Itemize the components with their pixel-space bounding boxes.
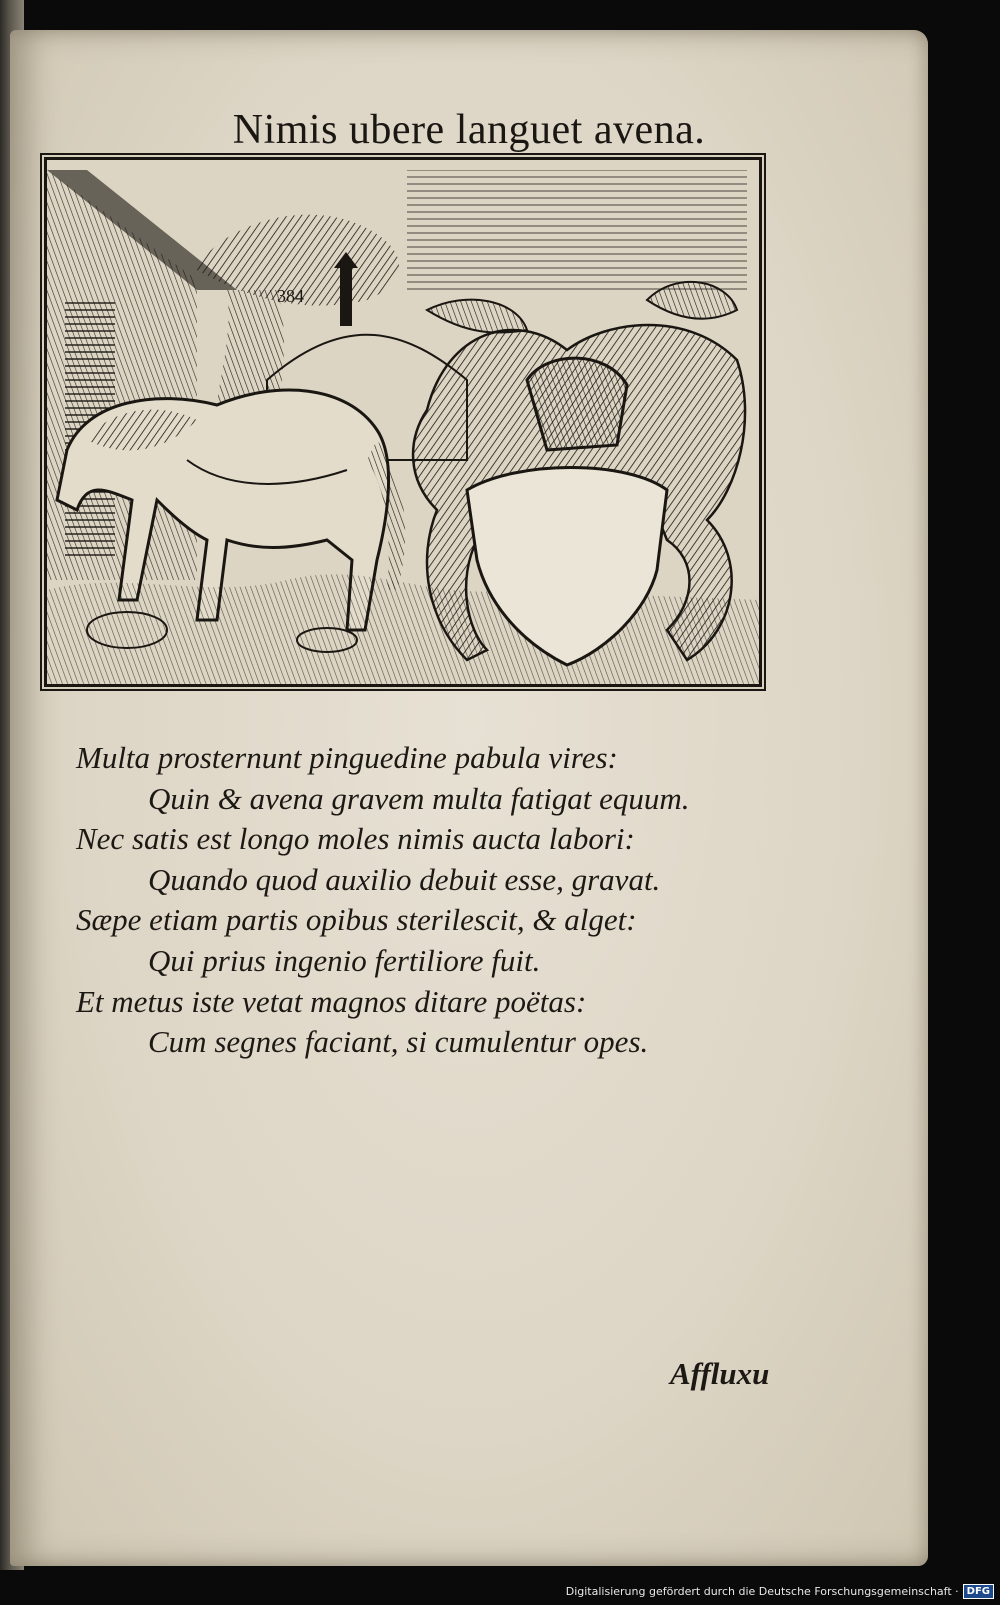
woodcut-number: 384: [277, 286, 304, 306]
woodcut-illustration: [44, 157, 762, 687]
verse-line: Qui prius ingenio fertiliore fuit.: [148, 942, 541, 978]
verse-line: Sæpe etiam partis opibus sterilescit, & alget:: [76, 902, 637, 938]
dfg-logo: DFG: [963, 1584, 994, 1599]
woodcut-drawing: [47, 160, 759, 684]
book-page: [10, 30, 928, 1566]
verse-line: Multa prosternunt pinguedine pabula vires:: [76, 740, 618, 775]
verse-line: Quando quod auxilio debuit esse, gravat.: [148, 861, 661, 897]
catchword: Affluxu: [670, 1356, 770, 1391]
verse-line: Cum segnes faciant, si cumulentur opes.: [148, 1024, 649, 1060]
digitization-credit: [566, 1584, 994, 1599]
verse-line: Nec satis est longo moles nimis aucta labori:: [76, 821, 635, 857]
emblem-motto: Nimis ubere languet avena.: [232, 107, 706, 153]
credit-text: Digitalisierung gefördert durch die Deutsche Forschungsgemeinschaft ·: [565, 1585, 959, 1598]
verse-line: Et metus iste vetat magnos ditare poëtas:: [76, 983, 587, 1019]
verse-line: Quin & avena gravem multa fatigat equum.: [148, 780, 690, 816]
epigram-verses: [76, 738, 876, 1063]
